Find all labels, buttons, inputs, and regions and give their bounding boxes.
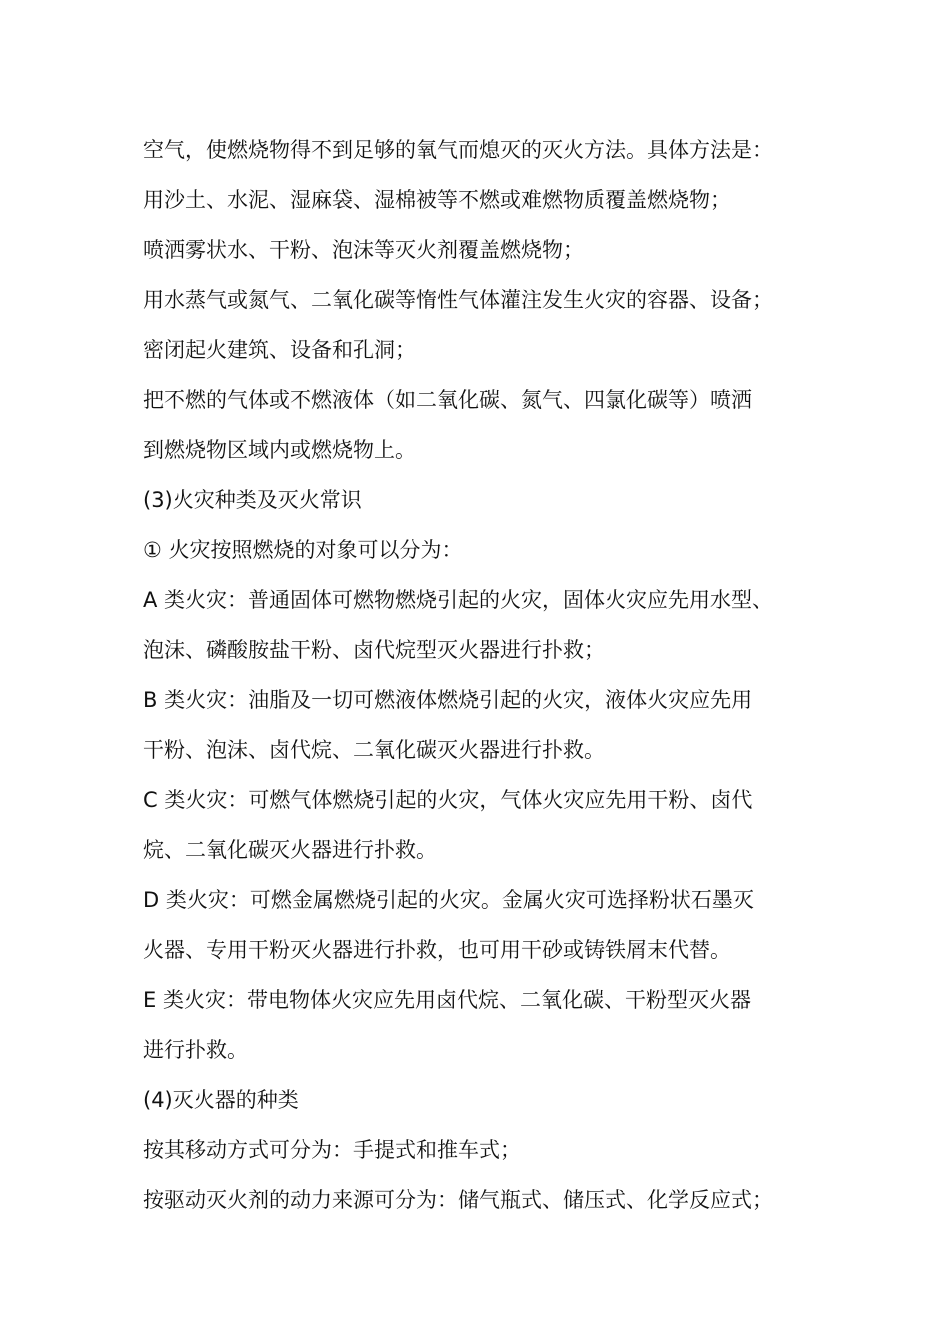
paragraph-line-3: 喷洒雾状水、干粉、泡沫等灭火剂覆盖燃烧物； (143, 238, 584, 262)
fire-class-d-line-1: D 类火灾：可燃金属燃烧引起的火灾。金属火灾可选择粉状石墨灭 (143, 888, 754, 912)
paragraph-line-7: 到燃烧物区域内或燃烧物上。 (143, 438, 416, 462)
extinguisher-by-mobility: 按其移动方式可分为：手提式和推车式； (143, 1138, 521, 1162)
paragraph-line-6: 把不燃的气体或不燃液体（如二氧化碳、氮气、四氯化碳等）喷洒 (143, 388, 752, 412)
extinguisher-by-power-source: 按驱动灭火剂的动力来源可分为：储气瓶式、储压式、化学反应式； (143, 1188, 773, 1212)
fire-class-b-line-1: B 类火灾：油脂及一切可燃液体燃烧引起的火灾，液体火灾应先用 (143, 688, 753, 712)
paragraph-line-4: 用水蒸气或氮气、二氧化碳等惰性气体灌注发生火灾的容器、设备； (143, 288, 773, 312)
fire-class-b-line-2: 干粉、泡沫、卤代烷、二氧化碳灭火器进行扑救。 (143, 738, 605, 762)
fire-class-a-line-2: 泡沫、磷酸胺盐干粉、卤代烷型灭火器进行扑救； (143, 638, 605, 662)
fire-class-e-line-2: 进行扑救。 (143, 1038, 248, 1062)
paragraph-line-5: 密闭起火建筑、设备和孔洞； (143, 338, 416, 362)
paragraph-line-1: 空气，使燃烧物得不到足够的氧气而熄灭的灭火方法。具体方法是： (143, 138, 773, 162)
section-heading-fire-types: (3)火灾种类及灭火常识 (143, 488, 362, 512)
fire-class-e-line-1: E 类火灾：带电物体火灾应先用卤代烷、二氧化碳、干粉型灭火器 (143, 988, 751, 1012)
fire-class-c-line-1: C 类火灾：可燃气体燃烧引起的火灾，气体火灾应先用干粉、卤代 (143, 788, 753, 812)
paragraph-line-2: 用沙土、水泥、湿麻袋、湿棉被等不燃或难燃物质覆盖燃烧物； (143, 188, 731, 212)
section-heading-extinguisher-types: (4)灭火器的种类 (143, 1088, 299, 1112)
subsection-heading-classification: ① 火灾按照燃烧的对象可以分为： (143, 538, 463, 562)
fire-class-a-line-1: A 类火灾：普通固体可燃物燃烧引起的火灾，固体火灾应先用水型、 (143, 588, 774, 612)
document-body (143, 125, 843, 1225)
fire-class-c-line-2: 烷、二氧化碳灭火器进行扑救。 (143, 838, 437, 862)
fire-class-d-line-2: 火器、专用干粉灭火器进行扑救，也可用干砂或铸铁屑末代替。 (143, 938, 731, 962)
